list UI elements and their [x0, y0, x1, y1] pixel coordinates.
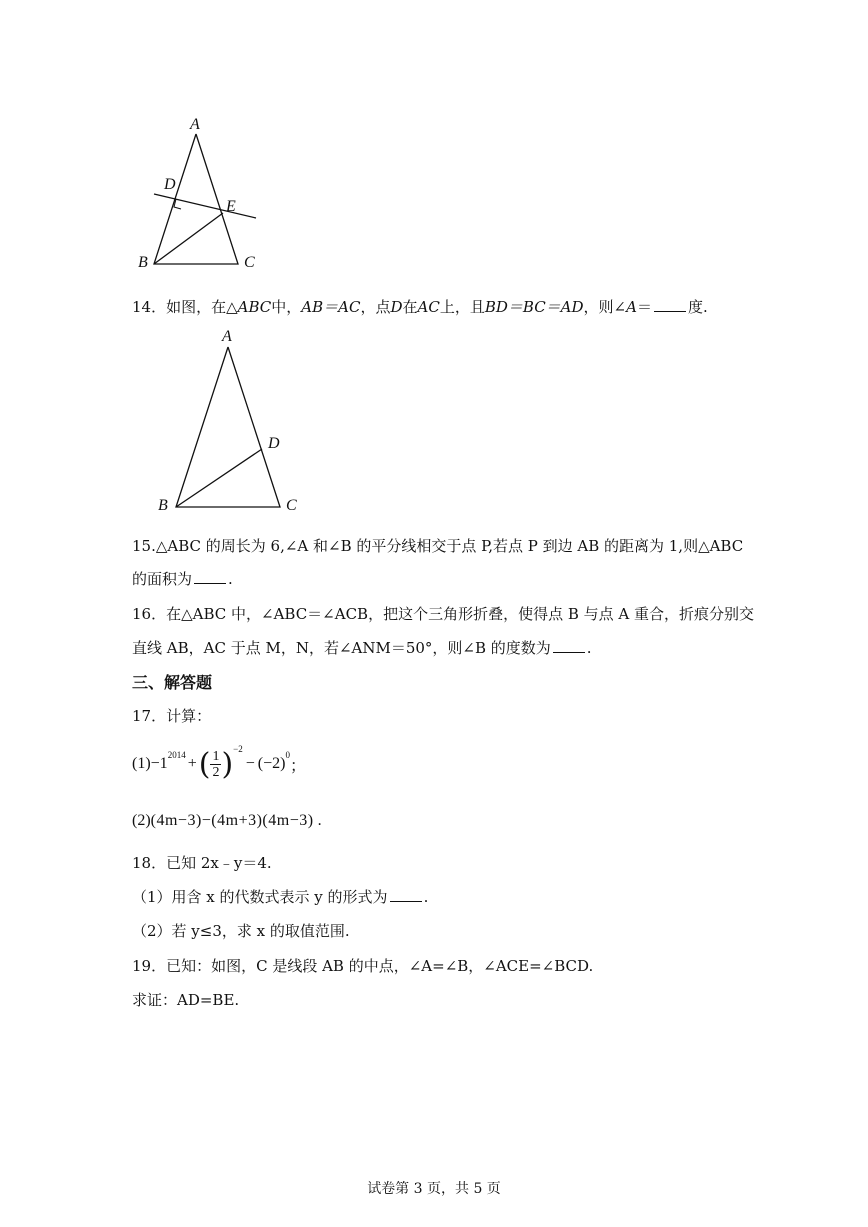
figure-1-segment-be: [154, 213, 223, 264]
figure-2-triangle-outline: [176, 347, 280, 507]
q17-p1-exp: 2014: [167, 750, 186, 760]
q17-p1-minus-one: −1: [150, 755, 168, 772]
q14-answer-blank[interactable]: [654, 297, 686, 312]
question-15-line-1: 15.△ABC 的周长为 6,∠A 和∠B 的平分线相交于点 P,若点 P 到边 AB 的距离为 1,则△ABC: [132, 537, 744, 555]
question-15-line-2: [132, 568, 233, 589]
q18-answer-blank[interactable]: [390, 887, 422, 902]
q16-line2-pre: 直线 AB，AC 于点 M，N，若∠ANM＝50°，则∠B 的度数为: [132, 639, 551, 657]
figure-1-triangle: [130, 110, 270, 275]
q14-abc: ABC: [237, 298, 272, 316]
q14-a: A: [626, 298, 637, 316]
q15-line2-pre: 的面积为: [132, 570, 193, 588]
question-18-part-2: （2）若 y≤3，求 x 的取值范围.: [132, 922, 350, 940]
q17-p1-label: (1): [132, 755, 151, 772]
question-16-line-1: 16．在△ABC 中，∠ABC＝∠ACB，把这个三角形折叠，使得点 B 与点 A 重合，折痕分别交: [132, 605, 755, 623]
q17-p2-label: (2): [132, 812, 151, 829]
q14-text-mid5: ，则∠: [583, 298, 627, 316]
question-19-line-2: 求证：AD=BE.: [132, 991, 240, 1009]
figure-2-label-c: C: [286, 497, 297, 514]
q14-text-mid6: ＝: [636, 298, 652, 316]
figure-2-label-a: A: [222, 328, 232, 345]
q18-p1-end: .: [423, 888, 429, 906]
question-18-part-1: [132, 886, 428, 907]
q14-text-mid3: 在: [402, 298, 418, 316]
figure-1-label-a: A: [190, 116, 200, 133]
figure-2-triangle: [150, 325, 310, 520]
figure-1-label-c: C: [244, 254, 255, 271]
q14-number: 14．: [132, 298, 167, 316]
q15-line2-end: .: [228, 570, 233, 588]
figure-1-label-e: E: [226, 198, 236, 215]
figure-2-svg: [150, 325, 310, 520]
q17-p1-exp2: −2: [233, 744, 243, 754]
q17-p1-frac-den: 2: [212, 764, 220, 780]
figure-2-label-b: B: [158, 497, 168, 514]
q16-line2-end: .: [586, 639, 592, 657]
q17-p1-plus: +: [187, 755, 197, 772]
question-17-intro: 17．计算：: [132, 707, 212, 725]
q17-p1-frac-num: 1: [212, 748, 220, 764]
question-17-part-1: [132, 742, 306, 786]
section-3-heading: 三、解答题: [132, 673, 213, 692]
q17-p1-open-paren: (: [198, 746, 211, 782]
figure-1-label-b: B: [138, 254, 148, 271]
question-17-part-2: [132, 812, 322, 830]
q16-answer-blank[interactable]: [553, 638, 585, 653]
q14-text-mid4: 上，且: [439, 298, 485, 316]
q14-text-mid1: 中，: [271, 298, 302, 316]
q14-text-end: 度.: [687, 298, 708, 316]
page-footer: 试卷第 3 页，共 5 页: [367, 1181, 501, 1197]
figure-2-segment-bd: [176, 449, 262, 507]
question-16-line-2: [132, 637, 592, 658]
question-19-line-1: 19．已知：如图，C 是线段 AB 的中点，∠A=∠B，∠ACE=∠BCD.: [132, 957, 594, 975]
q17-p1-end: ；: [289, 757, 306, 775]
figure-1-svg: [130, 110, 270, 275]
q17-p1-minus: −: [245, 755, 255, 772]
question-14: [132, 296, 708, 317]
q14-eq2: BD＝BC＝AD: [484, 298, 584, 316]
q17-p1-exp3: 0: [285, 750, 290, 760]
q14-text-mid2: ，点: [360, 298, 391, 316]
q17-p2-expr: (4m−3)−(4m+3)(4m−3): [150, 812, 314, 829]
figure-1-label-d: D: [164, 176, 176, 193]
q18-p1-pre: （1）用含 x 的代数式表示 y 的形式为: [132, 888, 388, 906]
q15-answer-blank[interactable]: [194, 569, 226, 584]
q17-p1-neg2: (−2): [257, 755, 286, 772]
question-18-intro: 18．已知 2x﹣y＝4.: [132, 854, 272, 872]
q14-eq1: AB＝AC: [301, 298, 361, 316]
q14-text-pre: 如图，在△: [166, 298, 238, 316]
figure-1-perpendicular-de: [154, 194, 256, 218]
q17-p1-close-paren: ): [221, 746, 234, 782]
q14-d: D: [390, 298, 403, 316]
q14-ac: AC: [417, 298, 440, 316]
q17-p2-end: .: [317, 812, 322, 829]
figure-2-label-d: D: [268, 435, 280, 452]
q17-p1-fraction: [210, 749, 221, 780]
